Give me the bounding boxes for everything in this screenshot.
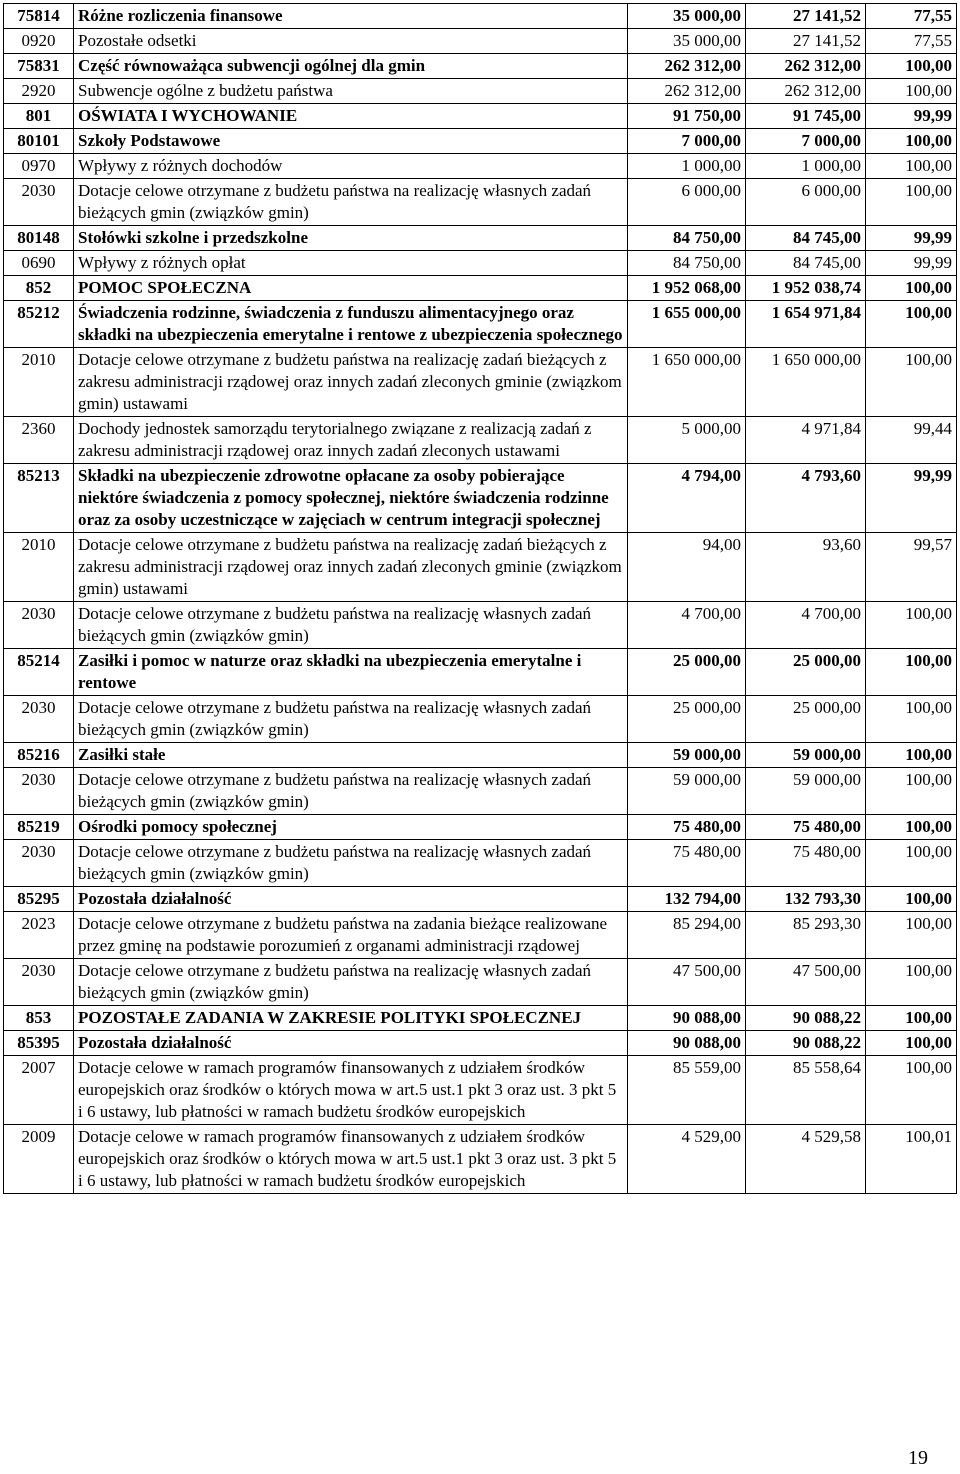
row-executed-amount: 262 312,00 (746, 54, 866, 79)
row-code: 801 (4, 104, 74, 129)
row-executed-amount: 90 088,22 (746, 1006, 866, 1031)
page-number: 19 (908, 1447, 928, 1469)
budget-table-body (4, 4, 957, 1194)
row-executed-amount: 85 558,64 (746, 1056, 866, 1125)
row-percent: 100,00 (866, 743, 957, 768)
row-percent: 99,99 (866, 251, 957, 276)
row-description: Pozostała działalność (74, 1031, 628, 1056)
row-description: Składki na ubezpieczenie zdrowotne opłacane za osoby pobierające niektóre świadczenia z pomocy społecznej, niektóre świadczenia rodzinne oraz za osoby uczestniczące w zajęciach w centrum integracji społecznej (74, 464, 628, 533)
row-percent: 100,00 (866, 1031, 957, 1056)
row-code: 75814 (4, 4, 74, 29)
row-percent: 99,99 (866, 226, 957, 251)
row-percent: 100,00 (866, 815, 957, 840)
row-percent: 100,00 (866, 649, 957, 696)
row-executed-amount: 1 654 971,84 (746, 301, 866, 348)
row-percent: 99,99 (866, 104, 957, 129)
row-description: Dotacje celowe otrzymane z budżetu państwa na realizację zadań bieżących z zakresu administracji rządowej oraz innych zadań zleconych gminie (związkom gmin) ustawami (74, 533, 628, 602)
row-code: 80101 (4, 129, 74, 154)
table-row (4, 768, 957, 815)
row-percent: 99,99 (866, 464, 957, 533)
table-row (4, 417, 957, 464)
row-description: Dochody jednostek samorządu terytorialnego związane z realizacją zadań z zakresu administracji rządowej oraz innych zadań zleconych ustawami (74, 417, 628, 464)
row-description: Dotacje celowe w ramach programów finansowanych z udziałem środków europejskich oraz środków o których mowa w art.5 ust.1 pkt 3 oraz ust. 3 pkt 5 i 6 ustawy, lub płatności w ramach budżetu środków europejskich (74, 1056, 628, 1125)
row-description: OŚWIATA I WYCHOWANIE (74, 104, 628, 129)
row-percent: 100,00 (866, 768, 957, 815)
table-row (4, 129, 957, 154)
row-executed-amount: 91 745,00 (746, 104, 866, 129)
row-executed-amount: 1 000,00 (746, 154, 866, 179)
table-row (4, 602, 957, 649)
row-executed-amount: 59 000,00 (746, 768, 866, 815)
row-percent: 100,00 (866, 301, 957, 348)
row-plan-amount: 1 650 000,00 (628, 348, 746, 417)
row-code: 852 (4, 276, 74, 301)
table-row (4, 276, 957, 301)
row-executed-amount: 4 700,00 (746, 602, 866, 649)
row-description: POMOC SPOŁECZNA (74, 276, 628, 301)
row-plan-amount: 25 000,00 (628, 649, 746, 696)
row-code: 85213 (4, 464, 74, 533)
row-description: Pozostałe odsetki (74, 29, 628, 54)
row-percent: 100,00 (866, 348, 957, 417)
table-row (4, 179, 957, 226)
row-plan-amount: 1 655 000,00 (628, 301, 746, 348)
row-plan-amount: 84 750,00 (628, 226, 746, 251)
row-executed-amount: 262 312,00 (746, 79, 866, 104)
table-row (4, 79, 957, 104)
row-executed-amount: 1 952 038,74 (746, 276, 866, 301)
row-plan-amount: 1 000,00 (628, 154, 746, 179)
row-code: 2360 (4, 417, 74, 464)
table-row (4, 743, 957, 768)
row-description: Stołówki szkolne i przedszkolne (74, 226, 628, 251)
row-code: 2030 (4, 959, 74, 1006)
row-plan-amount: 90 088,00 (628, 1006, 746, 1031)
row-executed-amount: 27 141,52 (746, 29, 866, 54)
row-plan-amount: 85 559,00 (628, 1056, 746, 1125)
row-code: 2920 (4, 79, 74, 104)
table-row (4, 1056, 957, 1125)
table-row (4, 533, 957, 602)
row-description: Dotacje celowe otrzymane z budżetu państwa na realizację zadań bieżących z zakresu administracji rządowej oraz innych zadań zleconych gminie (związkom gmin) ustawami (74, 348, 628, 417)
row-code: 85295 (4, 887, 74, 912)
row-percent: 77,55 (866, 29, 957, 54)
row-percent: 100,00 (866, 179, 957, 226)
row-percent: 77,55 (866, 4, 957, 29)
row-code: 85214 (4, 649, 74, 696)
table-row (4, 1006, 957, 1031)
row-executed-amount: 4 793,60 (746, 464, 866, 533)
row-code: 2030 (4, 602, 74, 649)
row-code: 2023 (4, 912, 74, 959)
table-row (4, 29, 957, 54)
row-description: Wpływy z różnych dochodów (74, 154, 628, 179)
row-code: 0970 (4, 154, 74, 179)
row-percent: 100,00 (866, 840, 957, 887)
row-plan-amount: 262 312,00 (628, 54, 746, 79)
row-percent: 100,01 (866, 1125, 957, 1194)
row-percent: 99,44 (866, 417, 957, 464)
table-row (4, 959, 957, 1006)
row-percent: 99,57 (866, 533, 957, 602)
row-plan-amount: 25 000,00 (628, 696, 746, 743)
row-executed-amount: 84 745,00 (746, 226, 866, 251)
row-executed-amount: 27 141,52 (746, 4, 866, 29)
row-description: Subwencje ogólne z budżetu państwa (74, 79, 628, 104)
row-plan-amount: 84 750,00 (628, 251, 746, 276)
row-plan-amount: 7 000,00 (628, 129, 746, 154)
table-row (4, 4, 957, 29)
row-executed-amount: 47 500,00 (746, 959, 866, 1006)
row-plan-amount: 132 794,00 (628, 887, 746, 912)
row-code: 85395 (4, 1031, 74, 1056)
table-row (4, 649, 957, 696)
row-description: Część równoważąca subwencji ogólnej dla gmin (74, 54, 628, 79)
table-row (4, 696, 957, 743)
row-executed-amount: 6 000,00 (746, 179, 866, 226)
row-executed-amount: 93,60 (746, 533, 866, 602)
row-description: Zasiłki stałe (74, 743, 628, 768)
row-description: Dotacje celowe otrzymane z budżetu państwa na realizację własnych zadań bieżących gmin (związków gmin) (74, 602, 628, 649)
row-plan-amount: 90 088,00 (628, 1031, 746, 1056)
row-plan-amount: 75 480,00 (628, 815, 746, 840)
row-code: 2010 (4, 533, 74, 602)
table-row (4, 464, 957, 533)
table-row (4, 226, 957, 251)
table-row (4, 887, 957, 912)
table-row (4, 912, 957, 959)
row-percent: 100,00 (866, 696, 957, 743)
row-description: Dotacje celowe otrzymane z budżetu państwa na realizację własnych zadań bieżących gmin (związków gmin) (74, 696, 628, 743)
row-percent: 100,00 (866, 1056, 957, 1125)
table-row (4, 1031, 957, 1056)
table-row (4, 1125, 957, 1194)
table-row (4, 251, 957, 276)
table-row (4, 154, 957, 179)
row-description: Różne rozliczenia finansowe (74, 4, 628, 29)
row-plan-amount: 6 000,00 (628, 179, 746, 226)
row-code: 853 (4, 1006, 74, 1031)
table-row (4, 104, 957, 129)
row-description: Pozostała działalność (74, 887, 628, 912)
row-executed-amount: 4 529,58 (746, 1125, 866, 1194)
table-row (4, 348, 957, 417)
row-plan-amount: 35 000,00 (628, 29, 746, 54)
row-code: 2010 (4, 348, 74, 417)
row-code: 2009 (4, 1125, 74, 1194)
row-description: Zasiłki i pomoc w naturze oraz składki na ubezpieczenia emerytalne i rentowe (74, 649, 628, 696)
row-executed-amount: 84 745,00 (746, 251, 866, 276)
row-percent: 100,00 (866, 602, 957, 649)
row-percent: 100,00 (866, 79, 957, 104)
row-percent: 100,00 (866, 887, 957, 912)
row-plan-amount: 91 750,00 (628, 104, 746, 129)
row-description: Dotacje celowe w ramach programów finansowanych z udziałem środków europejskich oraz środków o których mowa w art.5 ust.1 pkt 3 oraz ust. 3 pkt 5 i 6 ustawy, lub płatności w ramach budżetu środków europejskich (74, 1125, 628, 1194)
row-percent: 100,00 (866, 1006, 957, 1031)
row-plan-amount: 4 529,00 (628, 1125, 746, 1194)
row-description: POZOSTAŁE ZADANIA W ZAKRESIE POLITYKI SPOŁECZNEJ (74, 1006, 628, 1031)
row-executed-amount: 59 000,00 (746, 743, 866, 768)
row-executed-amount: 75 480,00 (746, 840, 866, 887)
row-plan-amount: 47 500,00 (628, 959, 746, 1006)
row-code: 80148 (4, 226, 74, 251)
row-plan-amount: 4 794,00 (628, 464, 746, 533)
row-description: Wpływy z różnych opłat (74, 251, 628, 276)
row-plan-amount: 85 294,00 (628, 912, 746, 959)
row-executed-amount: 7 000,00 (746, 129, 866, 154)
row-code: 2030 (4, 179, 74, 226)
row-executed-amount: 132 793,30 (746, 887, 866, 912)
row-description: Dotacje celowe otrzymane z budżetu państwa na realizację własnych zadań bieżących gmin (związków gmin) (74, 959, 628, 1006)
row-executed-amount: 85 293,30 (746, 912, 866, 959)
row-description: Dotacje celowe otrzymane z budżetu państwa na realizację własnych zadań bieżących gmin (związków gmin) (74, 840, 628, 887)
table-row (4, 815, 957, 840)
row-code: 0690 (4, 251, 74, 276)
row-description: Ośrodki pomocy społecznej (74, 815, 628, 840)
row-percent: 100,00 (866, 54, 957, 79)
row-executed-amount: 4 971,84 (746, 417, 866, 464)
row-plan-amount: 1 952 068,00 (628, 276, 746, 301)
row-executed-amount: 1 650 000,00 (746, 348, 866, 417)
row-plan-amount: 59 000,00 (628, 768, 746, 815)
row-code: 2030 (4, 696, 74, 743)
row-plan-amount: 35 000,00 (628, 4, 746, 29)
table-row (4, 54, 957, 79)
row-description: Dotacje celowe otrzymane z budżetu państwa na zadania bieżące realizowane przez gminę na podstawie porozumień z organami administracji rządowej (74, 912, 628, 959)
row-plan-amount: 5 000,00 (628, 417, 746, 464)
row-plan-amount: 262 312,00 (628, 79, 746, 104)
row-code: 2030 (4, 768, 74, 815)
row-plan-amount: 59 000,00 (628, 743, 746, 768)
row-executed-amount: 75 480,00 (746, 815, 866, 840)
table-row (4, 301, 957, 348)
row-executed-amount: 25 000,00 (746, 696, 866, 743)
row-description: Szkoły Podstawowe (74, 129, 628, 154)
row-percent: 100,00 (866, 154, 957, 179)
row-description: Świadczenia rodzinne, świadczenia z funduszu alimentacyjnego oraz składki na ubezpieczenia emerytalne i rentowe z ubezpieczenia społecznego (74, 301, 628, 348)
row-code: 85216 (4, 743, 74, 768)
row-percent: 100,00 (866, 276, 957, 301)
row-executed-amount: 25 000,00 (746, 649, 866, 696)
row-code: 0920 (4, 29, 74, 54)
row-code: 85212 (4, 301, 74, 348)
row-code: 75831 (4, 54, 74, 79)
budget-table (3, 3, 957, 1194)
row-executed-amount: 90 088,22 (746, 1031, 866, 1056)
row-percent: 100,00 (866, 959, 957, 1006)
row-plan-amount: 75 480,00 (628, 840, 746, 887)
row-description: Dotacje celowe otrzymane z budżetu państwa na realizację własnych zadań bieżących gmin (związków gmin) (74, 768, 628, 815)
row-plan-amount: 4 700,00 (628, 602, 746, 649)
row-percent: 100,00 (866, 912, 957, 959)
row-code: 2030 (4, 840, 74, 887)
row-plan-amount: 94,00 (628, 533, 746, 602)
row-code: 2007 (4, 1056, 74, 1125)
row-description: Dotacje celowe otrzymane z budżetu państwa na realizację własnych zadań bieżących gmin (związków gmin) (74, 179, 628, 226)
row-code: 85219 (4, 815, 74, 840)
row-percent: 100,00 (866, 129, 957, 154)
table-row (4, 840, 957, 887)
